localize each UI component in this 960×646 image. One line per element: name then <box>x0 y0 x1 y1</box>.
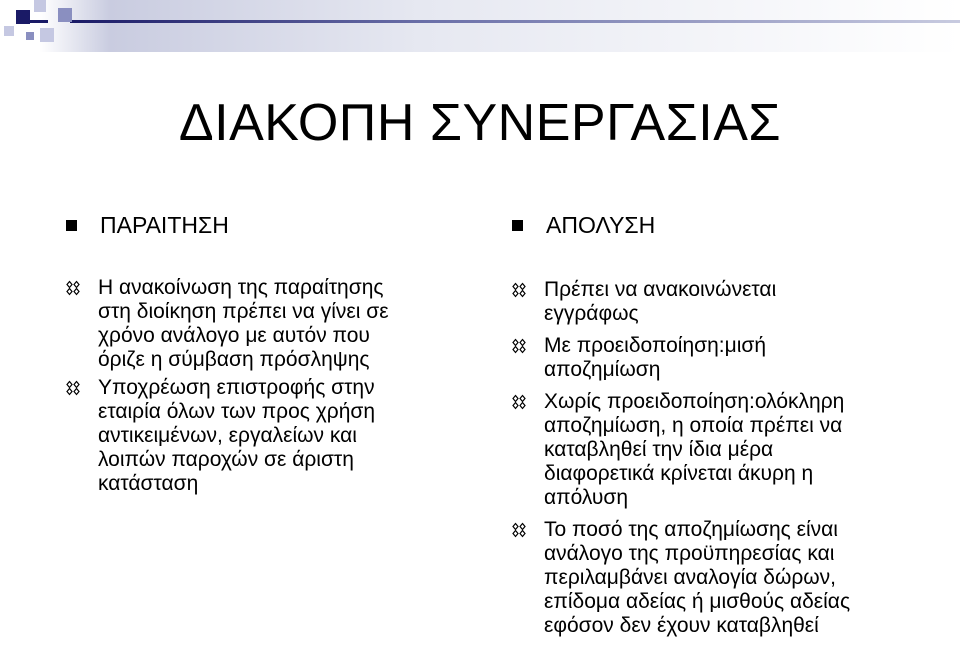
diamond-bullet-icon <box>512 523 526 537</box>
list-item <box>512 518 952 638</box>
square-bullet-icon <box>66 220 77 231</box>
list-item <box>66 376 466 496</box>
header-line <box>70 20 960 23</box>
list-item-text: Πρέπει να ανακοινώνεται εγγράφως <box>544 278 777 325</box>
list-item-text: Η ανακοίνωση της παραίτησης στη διοίκηση πρέπει να γίνει σε χρόνο ανάλογο με αυτόν που όριζε η σύμβαση πρόσληψης <box>98 276 389 371</box>
dismissal-heading: ΑΠΟΛΥΣΗ <box>546 212 656 238</box>
list-item <box>66 276 466 372</box>
diamond-bullet-icon <box>512 339 526 353</box>
header-square-icon <box>26 32 34 40</box>
diamond-bullet-icon <box>66 381 80 395</box>
dismissal-heading-row <box>512 210 952 240</box>
resignation-list <box>66 276 466 496</box>
header-square-icon <box>34 0 46 12</box>
list-item-text: Υποχρέωση επιστροφής στην εταιρία όλων των προς χρήση αντικειμένων, εργαλείων και λοιπών παροχών σε άριστη κατάσταση <box>98 376 376 495</box>
list-item-text: Χωρίς προειδοποίηση:ολόκληρη αποζημίωση, η οποία πρέπει να καταβληθεί την ίδια μέρα διαφορετικά κρίνεται άκυρη η απόλυση <box>544 390 845 509</box>
diamond-bullet-icon <box>512 283 526 297</box>
header-square-icon <box>16 10 30 24</box>
diamond-bullet-icon <box>512 395 526 409</box>
list-item-text: Με προειδοποίηση:μισή αποζημίωση <box>544 334 766 381</box>
header-gradient-bar <box>0 0 960 52</box>
list-item-text: Το ποσό της αποζημίωσης είναι ανάλογο της προϋπηρεσίας και περιλαμβάνει αναλογία δώρων, επίδομα αδείας ή μισθούς αδείας εφόσον δεν έχουν καταβληθεί <box>544 518 851 637</box>
slide-title: ΔΙΑΚΟΠΗ ΣΥΝΕΡΓΑΣΙΑΣ <box>178 94 782 152</box>
list-item <box>512 334 952 382</box>
resignation-column <box>66 210 466 500</box>
header-square-icon <box>4 26 14 36</box>
header-square-icon <box>58 8 72 22</box>
list-item <box>512 278 952 326</box>
list-item <box>512 390 952 510</box>
resignation-heading: ΠΑΡΑΙΤΗΣΗ <box>100 212 229 238</box>
diamond-bullet-icon <box>66 281 80 295</box>
resignation-heading-row <box>66 210 466 240</box>
header-square-icon <box>40 28 54 42</box>
dismissal-list <box>512 278 952 638</box>
dismissal-column <box>512 210 952 646</box>
square-bullet-icon <box>512 220 523 231</box>
